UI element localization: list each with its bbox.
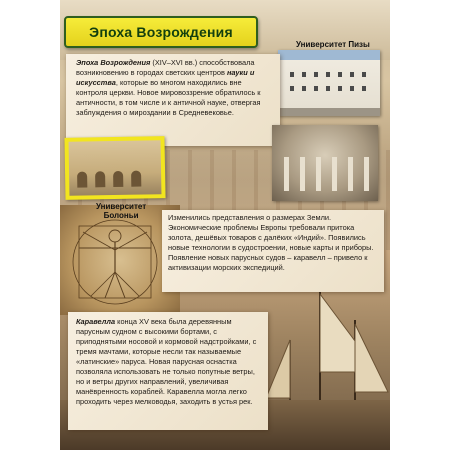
caravel-term: Каравелла: [76, 317, 116, 326]
vitruvian-man-icon: [65, 210, 165, 310]
exploration-text: Изменились представления о размерах Земли. Экономические проблемы Европы требовали притока золота, дешёвых товаров с далёких «Индий». Появились новые технологии в судостроении, новые карты и приборы. Появление новых парусных судов – каравелл – привело к активизации морских экспедиций.: [168, 213, 374, 272]
pisa-caption: Университет Пизы: [296, 40, 370, 49]
book-page: [60, 0, 390, 450]
page-title: Эпоха Возрождения: [64, 16, 258, 48]
caravel-text: Каравелла конца XV века была деревянным парусным судном с высокими бортами, с приподнятыми носовой и кормовой надстройками, с тремя мачтами, которые несли так называемые «латинские» паруса. Новая парусная оснастка позволяла использовать не только попутные ветры, но и ветры других направлений, увеличивая манёвренность кораблей. Каравелла могла легко проходить через мелководья, заходить в устья рек.: [76, 317, 257, 406]
bologna-university-photo: [64, 136, 165, 200]
intro-text: Эпоха Возрождения (XIV–XVI вв.) способствовала возникновению в городах светских центров науки и искусства, которые во многом находились вне контроля церкви. Новое мировоззрение обратилось к античности, в том числе и к античной науке, отвергая заблуждения о мироздании в Средневековье.: [76, 58, 261, 117]
science-art-emphasis: науки и искусства: [76, 68, 255, 87]
pisa-university-photo: [278, 50, 380, 116]
bologna-caption: Университет Болоньи: [96, 202, 147, 220]
renaissance-term: Эпоха Возрождения: [76, 58, 151, 67]
rotunda-interior-photo: [272, 125, 378, 201]
